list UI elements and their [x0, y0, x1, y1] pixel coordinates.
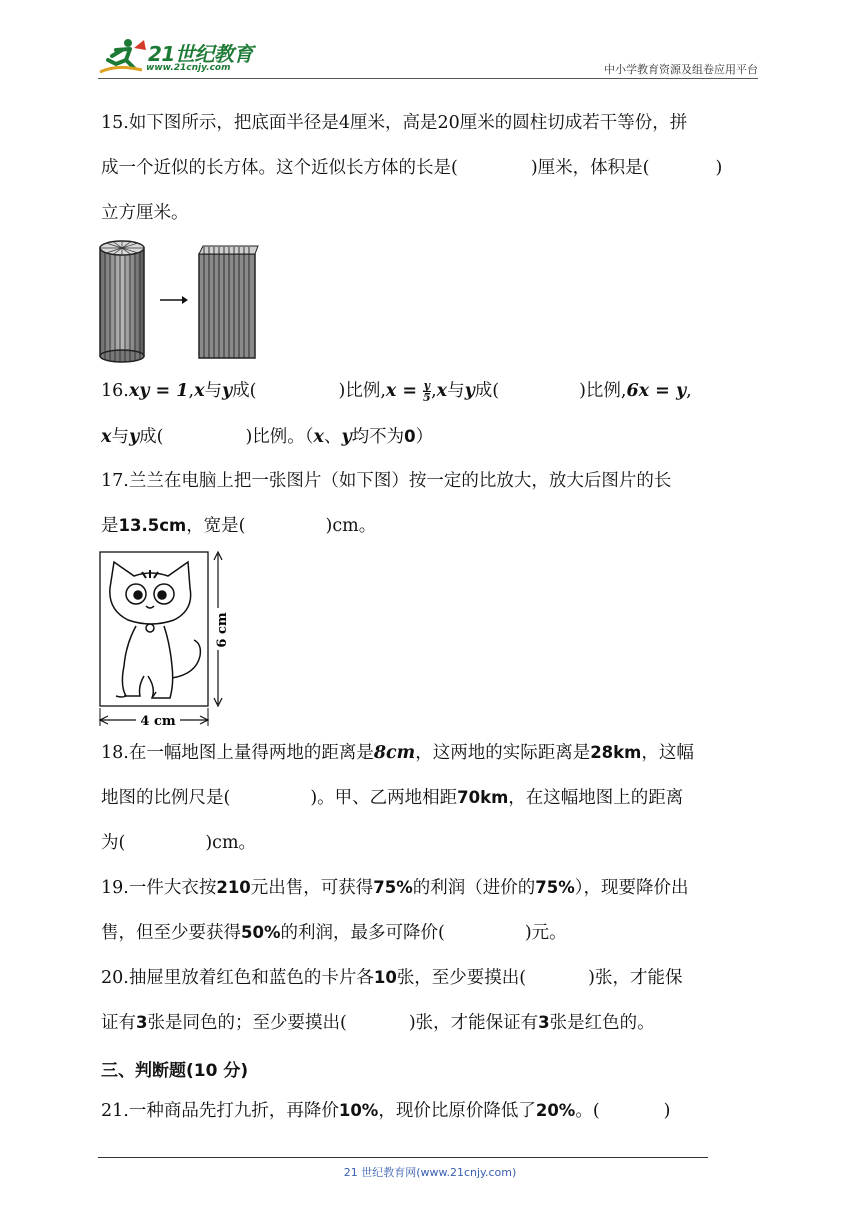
runner-logo-icon: [98, 34, 148, 78]
q16-text: ,: [431, 381, 437, 401]
q16-var: y: [128, 427, 140, 447]
q21-text: ，现价比原价降低了: [378, 1101, 536, 1121]
q16-text: ,: [188, 381, 195, 401]
q16-equation: x =: [385, 381, 418, 401]
q16-text: 成(: [232, 381, 257, 401]
cylinder-body: [100, 248, 144, 356]
q16-text: 与: [204, 381, 222, 401]
q18-number: 8cm: [373, 743, 416, 763]
q16-text: 成(: [139, 427, 164, 447]
q16-var: x: [101, 427, 112, 447]
q17-text: ，宽是(: [186, 516, 246, 536]
q15-text: ): [715, 158, 723, 178]
q16-var: y: [222, 381, 233, 401]
site-logo: [98, 34, 268, 78]
q20-text: )张，才能保证有: [408, 1013, 539, 1033]
height-label: 6 cm: [215, 612, 230, 648]
q20-text: 张是红色的。: [549, 1013, 655, 1033]
q21-line-1: [101, 1099, 671, 1123]
q19-text: ），现要降价出: [574, 878, 689, 898]
q19-line-2: [101, 921, 567, 945]
q20-line-1: [101, 966, 682, 990]
q16-text: )比例。（: [245, 427, 314, 447]
q17-text: )cm。: [325, 516, 377, 536]
section-heading: 三、判断题(10 分): [101, 1061, 249, 1081]
q19-number: 75%: [535, 878, 575, 897]
q16-text: 均不为: [351, 427, 405, 447]
q16-text: )比例,: [579, 381, 627, 401]
q16-var: y: [464, 381, 475, 401]
q18-text: 18.在一幅地图上量得两地的距离是: [101, 743, 374, 763]
cylinder-to-cuboid-figure: [96, 238, 261, 366]
q21-text: 21.一种商品先打九折，再降价: [101, 1101, 339, 1121]
q19-text: 元出售，可获得: [250, 878, 374, 898]
fraction-denominator: 5: [423, 391, 431, 404]
header-divider: [98, 78, 758, 79]
q17-line-2: [101, 514, 376, 538]
q18-text: )cm。: [205, 833, 257, 853]
q15-line-2: [101, 156, 722, 180]
fraction-y-over-5: [423, 380, 431, 403]
q17-line-1: 17.兰兰在电脑上把一张图片（如下图）按一定的比放大，放大后图片的长: [101, 471, 672, 491]
q18-text: ，这两地的实际距离是: [415, 743, 591, 763]
q16-text: 、: [323, 427, 342, 447]
q16-var: x: [436, 381, 448, 401]
q19-text: )元。: [524, 923, 567, 943]
q20-text: 张，至少要摸出(: [396, 968, 527, 988]
q15-line-3: 立方厘米。: [101, 203, 189, 223]
q19-number: 50%: [241, 923, 281, 942]
platform-name: 中小学教育资源及组卷应用平台: [604, 63, 758, 76]
q16-text: ）: [415, 427, 434, 447]
q16-text: 与: [111, 427, 129, 447]
q16-var: x: [313, 427, 324, 447]
page-footer: 21 世纪教育网(www.21cnjy.com): [343, 1166, 517, 1179]
q21-text: ): [663, 1101, 671, 1121]
q18-text: ，这幅: [641, 743, 694, 763]
q16-var: y: [341, 427, 352, 447]
q20-text: 张是同色的；至少要摸出(: [147, 1013, 347, 1033]
q20-text: )张，才能保: [588, 968, 683, 988]
q16-var: x: [194, 381, 205, 401]
page-header: [98, 34, 758, 78]
q18-line-3: [101, 831, 256, 855]
q20-number: 10: [373, 968, 397, 987]
q16-text: ,: [686, 381, 692, 401]
q16-equation: xy = 1: [128, 381, 189, 401]
q20-number: 3: [538, 1013, 550, 1032]
q18-text: 为(: [101, 833, 126, 853]
q19-text: 的利润（进价的: [412, 878, 536, 898]
q16-text: 与: [447, 381, 465, 401]
q18-line-1: [101, 741, 694, 765]
q16-text: 成(: [474, 381, 500, 401]
q19-text: 的利润，最多可降价(: [280, 923, 445, 943]
q15-text: )厘米，体积是(: [530, 158, 650, 178]
q16-number: 0: [404, 427, 416, 446]
cuboid-body: [199, 254, 255, 358]
q20-text: 证有: [101, 1013, 136, 1033]
q15-text: 成一个近似的长方体。这个近似长方体的长是(: [101, 158, 458, 178]
q21-number: 10%: [338, 1101, 379, 1120]
q19-number: 75%: [373, 878, 413, 897]
q20-line-2: [101, 1011, 655, 1035]
q16-line-1: [101, 379, 692, 403]
fraction-numerator: y: [423, 379, 431, 392]
q21-number: 20%: [535, 1101, 576, 1120]
width-label: 4 cm: [140, 714, 176, 729]
logo-text: 21世纪教育: [148, 42, 253, 66]
q19-text: 售，但至少要获得: [101, 923, 241, 943]
q21-text: 。(: [575, 1101, 600, 1121]
q18-text: 地图的比例尺是(: [101, 788, 231, 808]
q19-number: 210: [216, 878, 251, 897]
q15-line-1: 15.如下图所示，把底面半径是4厘米，高是20厘米的圆柱切成若干等份，拼: [101, 113, 688, 133]
q18-number: 28km: [590, 743, 642, 762]
q20-text: 20.抽屉里放着红色和蓝色的卡片各: [101, 968, 374, 988]
q18-line-2: [101, 786, 683, 810]
cat-picture-figure: [96, 548, 238, 730]
q18-text: )。甲、乙两地相距: [310, 788, 458, 808]
q17-text: 是: [101, 516, 119, 536]
q19-text: 19.一件大衣按: [101, 878, 217, 898]
q16-line-2: [101, 425, 433, 449]
q16-text: )比例,: [338, 381, 386, 401]
q16-text: 16.: [101, 381, 129, 401]
q19-line-1: [101, 876, 689, 900]
q18-text: ，在这幅地图上的距离: [508, 788, 684, 808]
q18-number: 70km: [457, 788, 509, 807]
footer-divider: [98, 1157, 708, 1158]
q16-equation: 6x = y: [626, 381, 687, 401]
q17-number: 13.5cm: [118, 516, 187, 535]
q20-number: 3: [136, 1013, 148, 1032]
logo-url: www.21cnjy.com: [146, 63, 231, 73]
